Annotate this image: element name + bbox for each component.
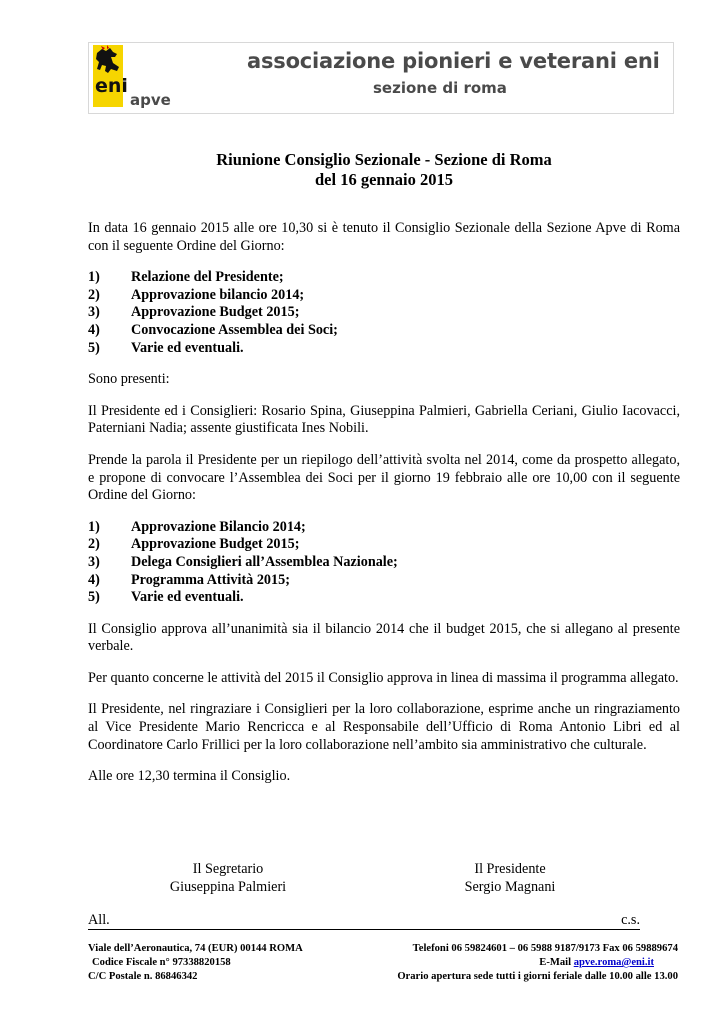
association-name: associazione pionieri e veterani eni <box>247 49 660 73</box>
president-name: Sergio Magnani <box>464 879 556 895</box>
footer-address: Viale dell’Aeronautica, 74 (EUR) 00144 ROMA <box>88 943 303 954</box>
email-label: E-Mail <box>539 957 574 968</box>
attachment-cs: c.s. <box>621 912 640 928</box>
list-item: 1) Approvazione Bilancio 2014; <box>88 518 306 535</box>
floor-paragraph: Prende la parola il Presidente per un riepilogo dell’attività svolta nel 2014, come da prospetto allegato, e propone di convocare l’Assemblea dei Soci per il giorno 19 febbraio alle ore 10,00 con il seguente Ordine del Giorno: <box>88 451 680 504</box>
list-item: 5) Varie ed eventuali. <box>88 339 244 356</box>
document-title <box>88 150 680 190</box>
footer-hours: Orario apertura sede tutti i giorni feriale dalle 10.00 alle 13.00 <box>397 971 678 982</box>
attachment-line <box>88 912 640 930</box>
footer <box>88 942 678 984</box>
eni-logo <box>93 45 179 111</box>
letterhead <box>88 42 674 114</box>
footer-postal: C/C Postale n. 86846342 <box>88 971 198 982</box>
secretary-role: Il Segretario <box>192 861 264 877</box>
secretary-name: Giuseppina Palmieri <box>169 879 287 895</box>
list-item: 2) Approvazione bilancio 2014; <box>88 286 305 303</box>
present-paragraph: Il Presidente ed i Consiglieri: Rosario Spina, Giuseppina Palmieri, Gabriella Ceriani, Giulio Iacovacci, Paterniani Nadia; assente giustificata Ines Nobili. <box>88 402 680 437</box>
thanks-paragraph: Il Presidente, nel ringraziare i Consiglieri per la loro collaborazione, esprime anche un ringraziamento al Vice Presidente Mario Rencricca e al Responsabile dell’Ufficio di Roma Antonio Libri ed al Coordinatore Carlo Frillici per la loro collaborazione nell’ambito sia amministrativo che culturale. <box>88 701 680 753</box>
svg-text:eni: eni <box>95 75 128 97</box>
list-item: 1) Relazione del Presidente; <box>88 269 284 286</box>
agenda-list-2 <box>88 519 680 607</box>
approval-paragraph: Il Consiglio approva all’unanimità sia il bilancio 2014 che il budget 2015, che si allegano al presente verbale. <box>88 620 680 655</box>
agenda-list-1 <box>88 269 680 357</box>
secretary-signature <box>128 860 328 896</box>
list-item: 3) Approvazione Budget 2015; <box>88 304 300 321</box>
svg-text:apve: apve <box>130 91 171 109</box>
title-line-2: del 16 gennaio 2015 <box>315 170 453 189</box>
list-item: 3) Delega Consiglieri all’Assemblea Nazionale; <box>88 553 398 570</box>
list-item: 4) Convocazione Assemblea dei Soci; <box>88 321 338 338</box>
list-item: 5) Varie ed eventuali. <box>88 589 244 606</box>
document-body <box>88 220 680 800</box>
list-item: 4) Programma Attività 2015; <box>88 571 290 588</box>
intro-paragraph: In data 16 gennaio 2015 alle ore 10,30 si è tenuto il Consiglio Sezionale della Sezione Apve di Roma con il seguente Ordine del Giorno: <box>88 220 680 254</box>
president-role: Il Presidente <box>474 861 546 877</box>
footer-email <box>539 956 654 970</box>
title-line-1: Riunione Consiglio Sezionale - Sezione di Roma <box>216 150 552 169</box>
attachment-label: All. <box>88 912 110 928</box>
present-heading: Sono presenti: <box>88 371 170 388</box>
email-link[interactable]: apve.roma@eni.it <box>573 957 654 968</box>
president-signature <box>410 860 610 896</box>
footer-tax-code: Codice Fiscale n° 97338820158 <box>92 957 231 968</box>
association-section: sezione di roma <box>373 79 507 97</box>
activities-paragraph: Per quanto concerne le attività del 2015 il Consiglio approva in linea di massima il programma allegato. <box>88 669 679 686</box>
footer-phones: Telefoni 06 59824601 – 06 5988 9187/9173 Fax 06 59889674 <box>412 943 678 954</box>
list-item: 2) Approvazione Budget 2015; <box>88 536 300 553</box>
closing-paragraph: Alle ore 12,30 termina il Consiglio. <box>88 768 291 785</box>
